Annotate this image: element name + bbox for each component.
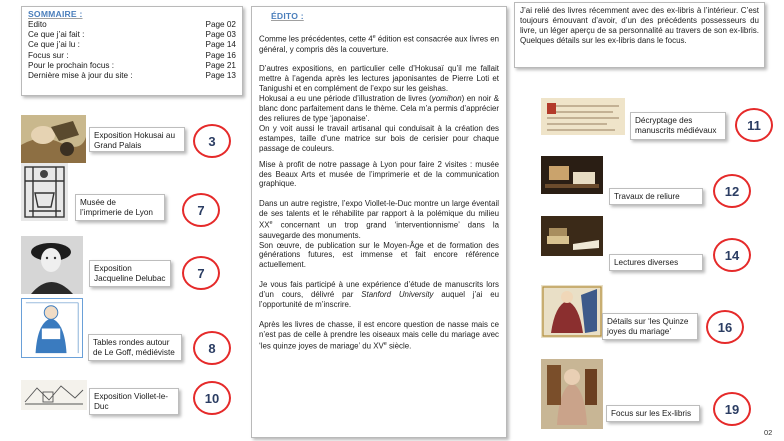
- manuscrits-label[interactable]: Décryptage des manuscrits médiévaux: [630, 112, 726, 140]
- reliure-label[interactable]: Travaux de reliure: [609, 188, 703, 205]
- hokusai-page-badge[interactable]: 3: [193, 124, 231, 158]
- delubac-label[interactable]: Exposition Jacqueline Delubac: [89, 260, 171, 287]
- sommaire-box: [21, 6, 243, 96]
- manuscrits-page-badge[interactable]: 11: [735, 108, 773, 142]
- reliure-thumbnail: [541, 156, 603, 194]
- toc-page: Page 21: [205, 60, 236, 70]
- intro-box: [514, 2, 765, 68]
- toc-row[interactable]: [28, 40, 236, 50]
- reliure-page-badge[interactable]: 12: [713, 174, 751, 208]
- exlibris-label[interactable]: Focus sur les Ex-libris: [606, 405, 700, 422]
- quinze-joyes-thumbnail: [541, 285, 603, 338]
- toc-row[interactable]: [28, 61, 236, 71]
- toc-row[interactable]: [28, 51, 236, 61]
- toc-label: Edito: [28, 20, 47, 29]
- imprimerie-thumbnail: [21, 163, 68, 221]
- delubac-thumbnail: [21, 236, 83, 294]
- viollet-label[interactable]: Exposition Viollet-le-Duc: [89, 388, 179, 415]
- edito-paragraph: Après les livres de chasse, il est encore question de nasse mais ce n’est pas de celle à prendre les oiseaux mais celle du mariage avec ‘les quinze joyes de mariage’ du XVe siècle.: [259, 320, 499, 351]
- legoff-thumbnail: [21, 298, 83, 358]
- toc-label: Ce que j’ai fait :: [28, 30, 85, 40]
- edito-box: [251, 6, 507, 438]
- edito-paragraph: On y voit aussi le travail artisanal qui conduisait à la création des estampes, taille d’une matrice sur bois de cerisier pour chaque passage de couleurs.: [259, 123, 499, 153]
- legoff-label[interactable]: Tables rondes autour de Le Goff, médiéviste: [88, 334, 182, 361]
- sommaire-title: SOMMAIRE :: [28, 9, 83, 19]
- legoff-page-badge[interactable]: 8: [193, 331, 231, 365]
- toc-page: Page 03: [205, 30, 236, 40]
- imprimerie-page-badge[interactable]: 7: [182, 193, 220, 227]
- exlibris-thumbnail: [541, 359, 603, 429]
- toc-label: Ce que j’ai lu :: [28, 40, 80, 50]
- hokusai-thumbnail: [21, 115, 86, 163]
- exlibris-page-badge[interactable]: 19: [713, 392, 751, 426]
- toc-row[interactable]: [28, 30, 236, 40]
- page-number: 02: [764, 428, 773, 437]
- toc-row[interactable]: [28, 71, 236, 81]
- delubac-page-badge[interactable]: 7: [182, 256, 220, 290]
- hokusai-label[interactable]: Exposition Hokusai au Grand Palais: [89, 127, 185, 152]
- toc-page: Page 02: [205, 20, 236, 29]
- quinze-joyes-page-badge[interactable]: 16: [706, 310, 744, 344]
- lectures-page-badge[interactable]: 14: [713, 238, 751, 272]
- toc-label: Dernière mise à jour du site :: [28, 71, 133, 81]
- imprimerie-label[interactable]: Musée de l’imprimerie de Lyon: [75, 194, 165, 221]
- toc-list: [28, 20, 236, 81]
- edito-text: [259, 33, 499, 351]
- edito-paragraph: Hokusai a eu une période d’illustration de livres (yomihon) en noir & blanc donc parfaitement dans le thème. Cela m’a permis d’apprécier des reliures de type ‘japonaise’.: [259, 94, 500, 123]
- lectures-thumbnail: [541, 216, 603, 256]
- edito-paragraph: Comme les précédentes, cette 4e édition est consacrée aux livres en général, y compris dès la couverture.: [259, 34, 499, 54]
- toc-row[interactable]: [28, 20, 236, 30]
- edito-paragraph: D’autres expositions, en particulier celle d’Hokusaï qu’il me fallait mettre à l’agenda après les lectures japonisantes de Pierre Loti et Tanigushi et en complément de l’expo sur les geishas.: [259, 64, 499, 94]
- toc-page: Page 14: [205, 40, 236, 50]
- viollet-thumbnail: [21, 380, 87, 410]
- manuscrits-thumbnail: [541, 98, 625, 135]
- lectures-label[interactable]: Lectures diverses: [609, 254, 703, 271]
- toc-label: Focus sur :: [28, 50, 69, 60]
- toc-page: Page 16: [205, 50, 236, 60]
- toc-label: Pour le prochain focus :: [28, 60, 115, 70]
- quinze-joyes-label[interactable]: Détails sur ‘les Quinze joyes du mariage’: [602, 313, 698, 340]
- edito-title: ÉDITO :: [271, 11, 304, 21]
- edito-paragraph: Dans un autre registre, l’expo Viollet-le-Duc montre un large éventail de ses talents et le réhabilite par rapport à la polémique du milieu XXe concernant un trop grand ‘interventionnisme’ dans la sauvegarde des monuments.: [259, 199, 499, 240]
- edito-paragraph: Je vous fais participé à une expérience d’étude de manuscrits lors d’un cours, délivré par Stanford University auquel j’ai eu l’opportunité de m’inscrire.: [259, 280, 499, 310]
- edito-paragraph: Son œuvre, de publication sur le Moyen-Âge et de formation des générations futures, est immense et fait encore référence actuellement.: [259, 240, 499, 270]
- edito-paragraph: Mise à profit de notre passage à Lyon pour faire 2 visites : musée des Beaux Arts et musée de l’imprimerie et de la communication graphique.: [259, 159, 499, 189]
- intro-text: J’ai relié des livres récemment avec des ex-libris à l’intérieur. C’est toujours émouvant d’avoir, d’un des précédents possesseurs du livre, un léger aperçu de sa personnalité au travers de son ex-libris. Quelques détails sur les ex-libris dans le focus.: [520, 6, 759, 45]
- viollet-page-badge[interactable]: 10: [193, 381, 231, 415]
- toc-page: Page 13: [205, 71, 236, 81]
